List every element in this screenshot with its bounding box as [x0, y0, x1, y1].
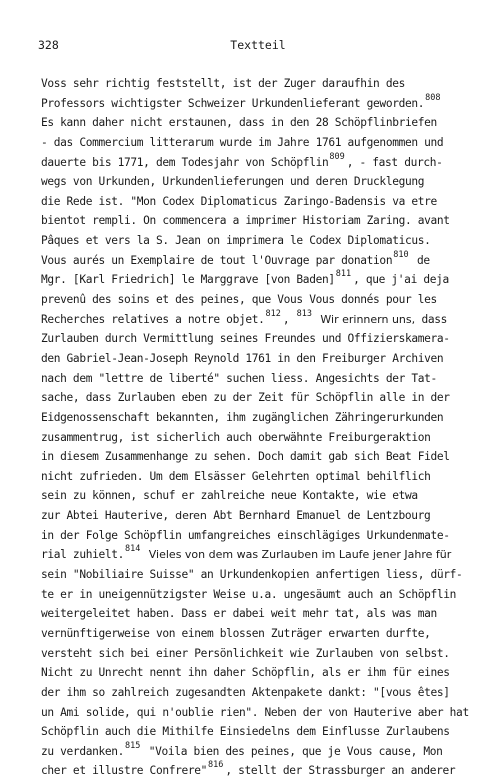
text-segment: Professors wichtigster Schweizer Urkundenlieferant geworden.: [41, 96, 425, 110]
text-segment: in der Folge Schöpflin umfangreiches einschlägiges Urkundenmate-: [41, 528, 450, 542]
footnote-marker: 816: [208, 760, 224, 771]
text-segment: Schöpflin auch die Mithilfe Einsiedelns dem Einflusse Zurlaubens: [41, 725, 450, 739]
text-segment: Vous aurés un Exemplaire de tout l'Ouvrage par donation: [41, 253, 393, 267]
text-segment: Recherches relatives a notre objet.: [41, 312, 265, 326]
text-line: [41, 290, 503, 310]
running-title: Textteil: [230, 38, 286, 52]
text-segment: Mgr. [Karl Friedrich] le Marggrave [von Baden]: [41, 273, 335, 287]
text-line: [41, 506, 503, 526]
text-segment: dauerte bis 1771, dem Todesjahr von Schöpflin: [41, 155, 329, 169]
text-line: [41, 663, 503, 683]
text-segment: ,: [282, 312, 296, 326]
text-line: [41, 761, 503, 781]
text-segment: wegs von Urkunden, Urkundenlieferungen und deren Drucklegung: [41, 175, 425, 189]
body-text: [41, 74, 503, 781]
text-segment: den Gabriel-Jean-Joseph Reynold 1761 in den Freiburger Archiven: [41, 351, 444, 365]
text-segment: Voss sehr richtig feststellt, ist der Zuger daraufhin des: [41, 77, 405, 90]
text-line: [41, 310, 503, 330]
footnote-marker: 813: [296, 308, 312, 319]
text-line: [41, 428, 503, 448]
text-segment: - das Commercium litterarum wurde im Jahre 1761 aufgenommen und: [41, 135, 444, 149]
text-segment: die Rede ist. "Mon Codex Diplomaticus Zaringo-Badensis va etre: [41, 194, 437, 208]
page-number: 328: [38, 38, 59, 52]
text-segment: un Ami solide, qui n'oublie rien". Neben der von Hauterive aber hat: [41, 705, 469, 719]
text-line: [41, 231, 503, 251]
text-line: [41, 486, 503, 506]
text-line: [41, 329, 503, 349]
footnote-marker: 811: [335, 269, 352, 280]
text-line: [41, 369, 503, 389]
text-line: [41, 270, 503, 290]
footnote-marker: 812: [265, 308, 281, 319]
text-segment: Abt Bernhard Emanuel de Lentzbourg: [206, 509, 431, 523]
text-segment: sache, dass Zurlauben eben zu der Zeit für Schöpflin alle in der: [41, 391, 450, 405]
text-segment: zusammentrug, ist sicherlich auch oberwähnte Freiburgeraktion: [41, 430, 431, 444]
text-segment: Zurlauben durch Vermittlung seines Freundes und Offizierskamera-: [41, 332, 450, 346]
text-segment: bientot rempli. On commencera a imprimer Historiam Zaring. avant: [41, 214, 450, 228]
text-segment: Pâques et vers la S. Jean on imprimera le Codex Diplomaticus.: [41, 234, 431, 248]
text-segment: zur Abtei Hauterive,: [41, 509, 176, 523]
text-line: [41, 644, 503, 664]
text-line: [41, 408, 503, 428]
text-line: [41, 251, 503, 271]
text-line: [41, 172, 503, 192]
text-segment: zu verdanken.: [41, 744, 125, 758]
text-line: [41, 742, 503, 762]
text-line: [41, 683, 503, 703]
text-segment: prevenû des soins et des peines, que Vous Vous donnés pour les: [41, 293, 437, 307]
page-header: [38, 37, 478, 53]
text-segment: dass: [415, 312, 448, 326]
text-line: [41, 113, 503, 133]
text-line: [41, 604, 503, 624]
text-line: [41, 153, 503, 173]
handwritten-insertion: Wir erinnern uns,: [320, 312, 416, 326]
text-line: [41, 624, 503, 644]
footnote-marker: 810: [393, 249, 409, 260]
text-segment: , que j'ai deja: [353, 273, 449, 287]
text-segment: , stellt der Strassburger an anderer: [225, 764, 456, 778]
text-segment: weitergeleitet haben. Dass er dabei weit mehr tat, als was man: [41, 607, 437, 621]
text-line: [41, 388, 503, 408]
text-segment: nach dem "lettre de liberté" suchen liess. Angesichts der Tat-: [41, 371, 437, 385]
text-segment: te er in uneigennützigster Weise u.a. ungesäumt auch an Schöpflin: [41, 587, 457, 601]
text-segment: rial zuhielt.: [41, 548, 125, 562]
text-segment: "Voila bien des peines, que je Vous cause, Mon: [142, 744, 443, 758]
text-line: [41, 467, 503, 487]
text-segment: der ihm so zahlreich zugesandten Aktenpakete dankt: "[vous êtes]: [41, 685, 450, 699]
text-line: [41, 94, 503, 114]
text-segment: , - fast durch-: [346, 155, 443, 169]
handwritten-insertion: deren: [175, 509, 207, 523]
footnote-marker: 815: [125, 740, 141, 751]
text-line: [41, 211, 503, 231]
footnote-marker: 814: [125, 544, 141, 555]
footnote-marker: 809: [329, 151, 345, 162]
text-line: [41, 585, 503, 605]
text-line: [41, 703, 503, 723]
text-segment: sein zu können, schuf er zahlreiche neue Kontakte, wie etwa: [41, 489, 418, 503]
text-segment: nicht zufrieden. Um dem Elsässer Gelehrten optimal behilflich: [41, 469, 431, 483]
text-segment: in diesem Zusammenhange zu sehen. Doch damit gab sich Beat Fidel: [41, 450, 450, 464]
text-segment: cher et illustre Confrere": [41, 764, 208, 778]
text-segment: Es kann daher nicht erstaunen, dass in den 28 Schöpflinbriefen: [41, 116, 437, 130]
text-line: [41, 349, 503, 369]
text-line: [41, 133, 503, 153]
text-segment: sein "Nobiliaire Suisse" an Urkundenkopien anfertigen liess, dürf-: [41, 568, 463, 582]
text-line: [41, 565, 503, 585]
text-segment: vernünftigerweise von einem blossen Zuträger erwarten durfte,: [41, 626, 431, 640]
text-segment: de: [410, 253, 430, 267]
handwritten-insertion: Vieles von dem was Zurlauben im Laufe jener Jahre für: [148, 548, 452, 562]
text-line: [41, 526, 503, 546]
text-line: [41, 722, 503, 742]
footnote-marker: 808: [425, 92, 441, 103]
text-line: [41, 192, 503, 212]
text-segment: versteht sich bei einer Persönlichkeit wie Zurlauben von selbst.: [41, 646, 450, 660]
text-line: [41, 545, 503, 565]
text-segment: Nicht zu Unrecht nennt ihn daher Schöpflin, als er ihm für eines: [41, 666, 450, 680]
text-segment: Eidgenossenschaft bekannten, ihm zugänglichen Zähringerurkunden: [41, 410, 444, 424]
text-line: [41, 447, 503, 467]
text-line: [41, 74, 503, 94]
